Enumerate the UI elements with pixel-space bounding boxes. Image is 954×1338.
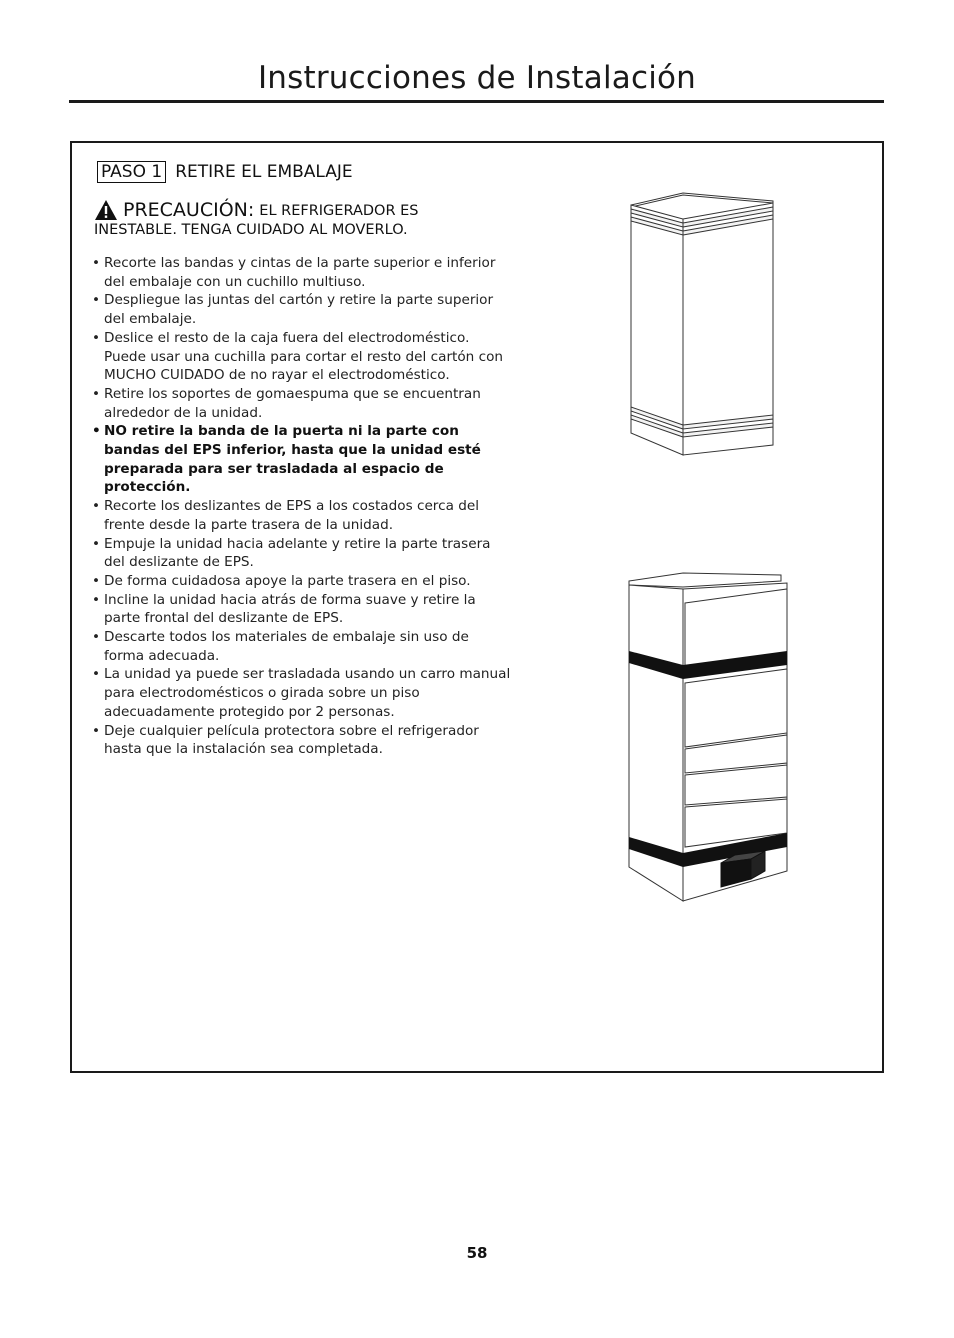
step-title: RETIRE EL EMBALAJE	[175, 162, 353, 182]
list-item: • Deslice el resto de la caja fuera del electrodoméstico. Puede usar una cuchilla para cortar el resto del cartón con MUCHO CUIDADO de no rayar el electrodoméstico.	[92, 329, 512, 385]
content-box	[70, 141, 884, 1073]
caution-word: PRECAUCIÓN:	[123, 199, 255, 221]
warning-triangle-icon	[94, 199, 118, 221]
step-badge: PASO 1	[97, 161, 166, 183]
page-title: Instrucciones de Instalación	[257, 60, 697, 96]
list-item: • De forma cuidadosa apoye la parte trasera en el piso.	[92, 572, 512, 591]
list-item: • Incline la unidad hacia atrás de forma suave y retire la parte frontal del deslizante de EPS.	[92, 591, 512, 628]
instruction-list	[92, 254, 512, 759]
list-item: • Retire los soportes de gomaespuma que se encuentran alrededor de la unidad.	[92, 385, 512, 422]
packaged-refrigerator-illustration	[629, 189, 775, 457]
list-item: • Deje cualquier película protectora sobre el refrigerador hasta que la instalación sea completada.	[92, 722, 512, 759]
caution-text-1: EL REFRIGERADOR ES	[259, 203, 419, 219]
list-item: • Recorte los deslizantes de EPS a los costados cerca del frente desde la parte trasera de la unidad.	[92, 497, 512, 534]
unpacked-refrigerator-illustration	[627, 571, 793, 903]
list-item: • Despliegue las juntas del cartón y retire la parte superior del embalaje.	[92, 291, 512, 328]
list-item: • Empuje la unidad hacia adelante y retire la parte trasera del deslizante de EPS.	[92, 535, 512, 572]
list-item: • Recorte las bandas y cintas de la parte superior e inferior del embalaje con un cuchillo multiuso.	[92, 254, 512, 291]
list-item: • La unidad ya puede ser trasladada usando un carro manual para electrodomésticos o girada sobre un piso adecuadamente protegido por 2 personas.	[92, 665, 512, 721]
caution-block	[94, 199, 514, 239]
title-rule	[69, 100, 884, 103]
list-item: • Descarte todos los materiales de embalaje sin uso de forma adecuada.	[92, 628, 512, 665]
page-number: 58	[466, 1244, 488, 1262]
step-heading	[97, 161, 353, 183]
list-item-warning: • NO retire la banda de la puerta ni la parte con bandas del EPS inferior, hasta que la unidad esté preparada para ser trasladada al espacio de protección.	[92, 422, 512, 497]
caution-text-2: INESTABLE. TENGA CUIDADO AL MOVERLO.	[94, 222, 408, 238]
caution-line-1	[94, 199, 514, 221]
